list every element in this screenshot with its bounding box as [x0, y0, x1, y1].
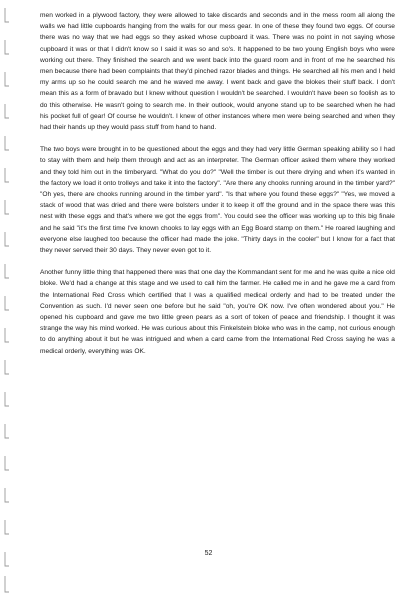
- paragraph-2: The two boys were brought in to be questioned about the eggs and they had very little German speaking ability so I had to stay with them and help them through and act as an interpreter. The German officer asked them where they worked and they told him out in the timberyard. "What do you do?" "Well the timber is out there drying and when it's wanted in the factory we load it onto trolleys and take it into the factory". "Are there any chooks running around in the timber yard?" "Oh yes, there are chooks running around in the timber yard". "Is that where you found these eggs?" "Yes, we moved a stack of wood that was dried and there were bolsters under it to keep it off the ground and in the space there was this nest with these eggs and that's where we got the eggs from". You could see the officer was working up to this big finale and he said "it's the first time I've known chooks to lay eggs with an Egg Board stamp on them." He roared laughing and everyone else laughed too because the officer had made the joke. "Thirty days in the cooler" but I know for a fact that they never served their 30 days. They never even got to it.: [40, 146, 395, 255]
- page-body: [40, 10, 395, 368]
- paragraph-1: men worked in a plywood factory, they were allowed to take discards and seconds and in the mess room all along the walls we had little cupboards hanging from the walls for our mess gear. In one of these they found two eggs. Of course there was no way that we had eggs so they asked whose cupboard it was. There was no point in not saying whose cupboard it was or that I didn't know so I said it was so and so's. It happened to be two young English boys who were working out there. They finished the search and we went back into the guard room and in front of me he searched his men because there had been complaints that they'd pinched razor blades and things. He searched all his men and I held my arms up so he could search me and he waved me away. I went back and gave the blokes their stuff back. I don't mean this as a form of bravado but I knew without question I wouldn't be searched. I wouldn't have been so foolish as to do this otherwise. He wasn't going to search me. In their outlook, would anyone stand up to be searched when he had his pocket full of gear! Of course he wouldn't. I knew of other instances where men were being searched and when they had their hands up they would pass stuff from hand to hand.: [40, 12, 395, 132]
- binding-marks-graphic: [3, 0, 13, 599]
- paragraph-3: Another funny little thing that happened there was that one day the Kommandant sent for me and he was quite a nice old bloke. We'd had a change at this stage and we used to call him the farmer. He called me in and he gave me a card from the International Red Cross which certified that I was a qualified medical orderly and had to be treated under the Convention as such. I'd never seen one before but he said "oh, you're OK now. I've often wondered about you." He opened his cupboard and gave me two little green pears as a sort of token of peace and friendship. I thought it was strange the way his mind worked. He was curious about this Finkelstein bloke who was in the camp, not curious enough to do anything about it but he was intrigued and when a card came from the International Red Cross saying he was a medical orderly, everything was OK.: [40, 269, 395, 355]
- binding-edge-marks: [3, 0, 13, 599]
- page-number: 52: [204, 550, 213, 557]
